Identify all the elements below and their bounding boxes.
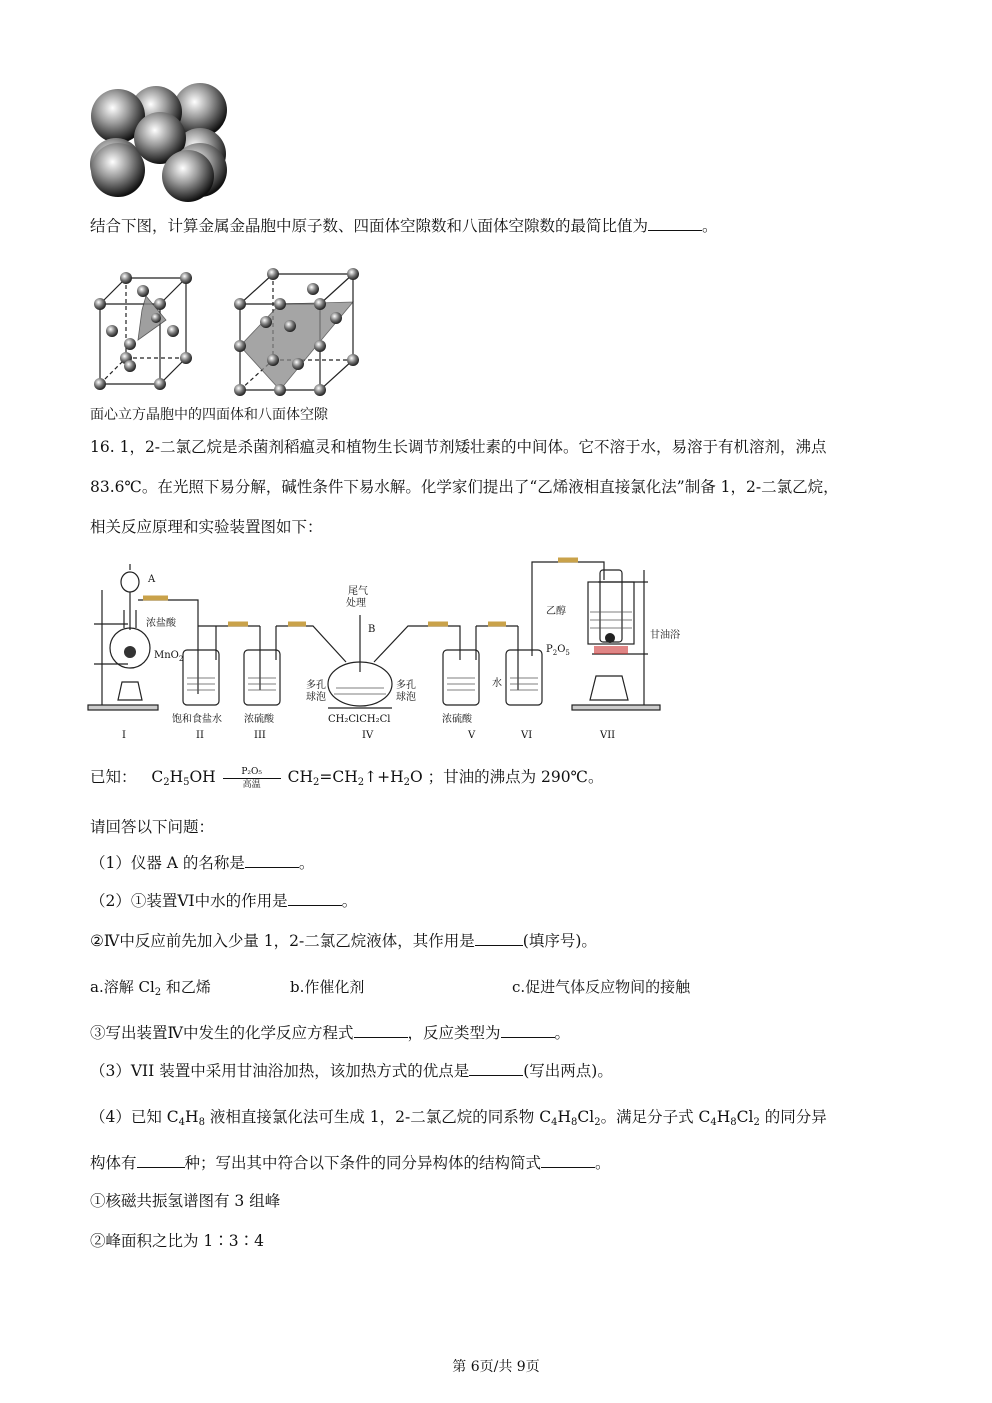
label-h2so4-2: 浓硫酸 (442, 714, 472, 725)
q3: （3）VII 装置中采用甘油浴加热，该加热方式的优点是 (写出两点)。 (90, 1062, 613, 1080)
q4-line-2: 构体有 种；写出其中符合以下条件的同分异构体的结构简式 。 (90, 1154, 611, 1172)
label-h2so4-1: 浓硫酸 (244, 714, 274, 725)
option-a: a.溶解 $Cl_2$ 和乙烯 (90, 978, 211, 998)
label-ethanol: 乙醇 (546, 606, 566, 617)
known-reaction: 已知： $C_2H_5OH$ P₂O₅ 高温 $CH_2=CH_2↑+H_2O$ ；甘油的沸点为 290℃。 (90, 766, 604, 790)
condition-2: ②峰面积之比为 1∶3∶4 (90, 1232, 265, 1250)
q1-blank[interactable] (245, 853, 299, 868)
label-p2o5: $P_2O_5$ (546, 644, 570, 657)
roman-7: VII (600, 730, 616, 741)
label-b: B (368, 624, 376, 635)
label-sat-nacl: 饱和食盐水 (172, 714, 222, 725)
fcc-unit-cells-figure (88, 262, 378, 400)
q2-3-blank-1[interactable] (354, 1023, 408, 1038)
roman-5: V (468, 730, 476, 741)
please-answer: 请回答以下问题： (90, 818, 215, 836)
label-a: A (148, 574, 156, 585)
q2-3: ③写出装置Ⅳ中发生的化学反应方程式 ，反应类型为 。 (90, 1024, 571, 1042)
label-glycerol-bath: 甘油浴 (650, 630, 680, 641)
option-b: b.作催化剂 (290, 978, 365, 996)
q4-blank-1[interactable] (137, 1153, 185, 1168)
label-water: 水 (492, 678, 502, 689)
q4-line-1: （4）已知 $C_4H_8$ 液相直接氯化法可生成 1，2-二氯乙烷的同系物 $C_4H_8Cl_2$。满足分子式 $C_4H_8Cl_2$ 的同分异 (90, 1108, 827, 1128)
roman-1: I (122, 730, 126, 741)
roman-6: VI (521, 730, 533, 741)
label-porous-right-1: 多孔 (396, 680, 416, 691)
figure-caption: 面心立方晶胞中的四面体和八面体空隙 (90, 407, 328, 423)
label-dce: CH₂ClCH₂Cl (328, 714, 391, 725)
label-conc-hcl: 浓盐酸 (146, 618, 176, 629)
label-porous-left-2: 球泡 (306, 692, 326, 703)
q2-1-blank[interactable] (288, 891, 342, 906)
q16-line-3: 相关反应原理和实验装置图如下： (90, 518, 323, 536)
experiment-apparatus-diagram (88, 560, 680, 745)
answer-blank[interactable] (648, 216, 702, 231)
option-c: c.促进气体反应物间的接触 (512, 978, 691, 996)
label-mno2: MnO$_2$ (154, 650, 184, 663)
roman-2: II (196, 730, 204, 741)
q16-line-1: 16. 1，2-二氯乙烷是杀菌剂稻瘟灵和植物生长调节剂矮壮素的中间体。它不溶于水，易溶于有机溶剂，沸点 (90, 438, 827, 456)
label-tail-gas-1: 尾气 (348, 586, 368, 597)
intro-question: 结合下图，计算金属金晶胞中原子数、四面体空隙数和八面体空隙数的最简比值为 。 (90, 217, 718, 235)
atom-packing-figure (88, 82, 238, 202)
condition-1: ①核磁共振氢谱图有 3 组峰 (90, 1192, 281, 1210)
condition-top: P₂O₅ (241, 766, 262, 777)
q2-3-blank-2[interactable] (501, 1023, 555, 1038)
page-footer: 第 6页/共 9页 (452, 1359, 540, 1375)
label-tail-gas-2: 处理 (346, 598, 366, 609)
roman-4: IV (362, 730, 374, 741)
label-porous-left-1: 多孔 (306, 680, 326, 691)
q3-blank[interactable] (469, 1061, 523, 1076)
label-porous-right-2: 球泡 (396, 692, 416, 703)
q1: （1）仪器 A 的名称是 。 (90, 854, 315, 872)
q2-1: （2）①装置VI中水的作用是 。 (90, 892, 358, 910)
q2-2-blank[interactable] (475, 931, 523, 946)
q4-blank-2[interactable] (541, 1153, 595, 1168)
q2-2: ②Ⅳ中反应前先加入少量 1，2-二氯乙烷液体，其作用是 (填序号)。 (90, 932, 597, 950)
condition-bottom: 高温 (242, 779, 261, 790)
q16-line-2: 83.6℃。在光照下易分解，碱性条件下易水解。化学家们提出了“乙烯液相直接氯化法”制备 1，2-二氯乙烷， (90, 478, 839, 496)
roman-3: III (254, 730, 266, 741)
